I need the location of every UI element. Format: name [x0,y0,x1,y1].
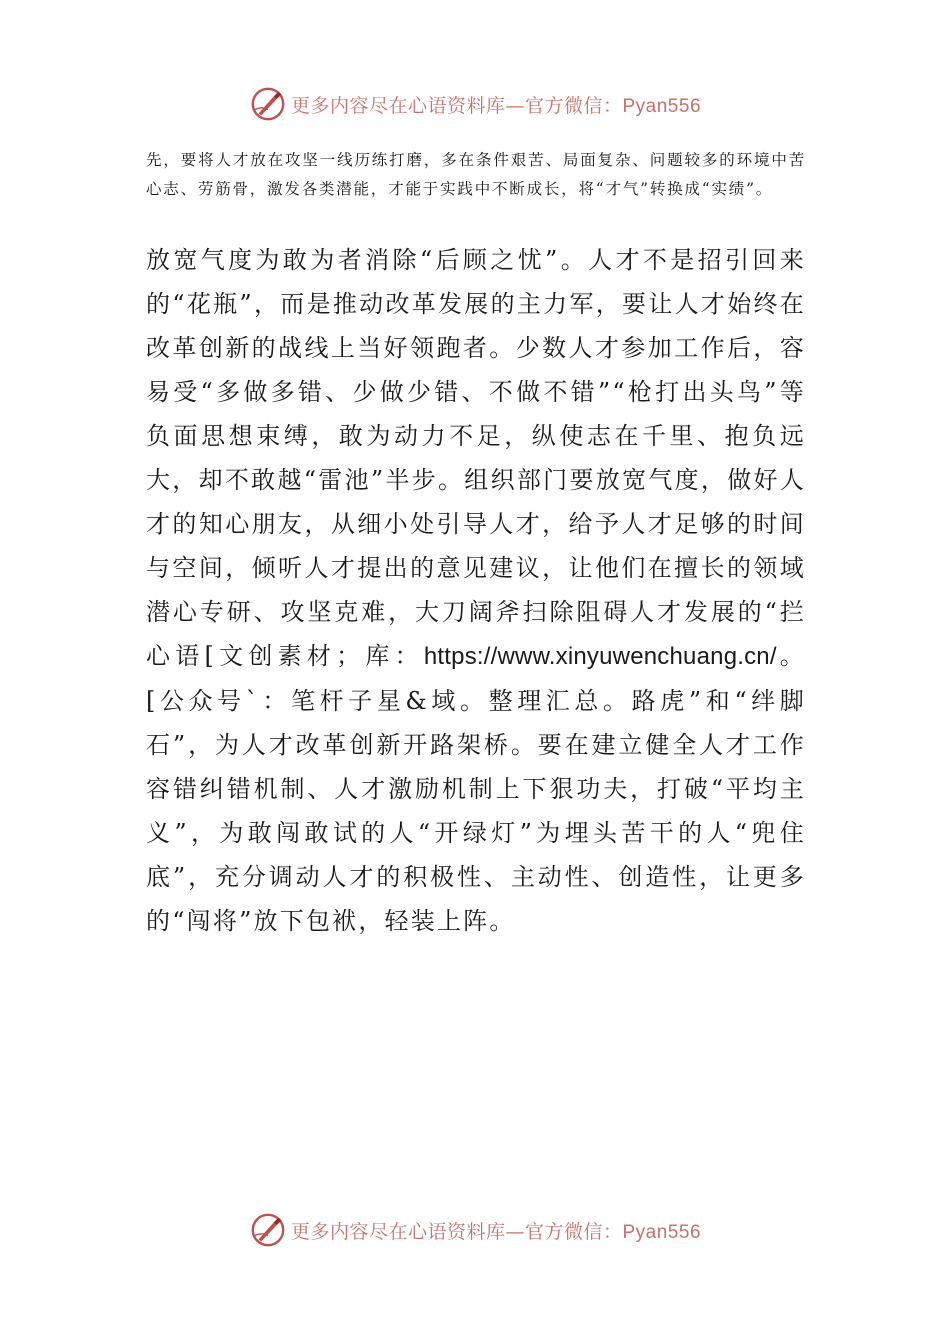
main-paragraph-part2: 。[公众号`：笔杆子星&域。整理汇总。路虎”和“绊脚石”，为人才改革创新开路架桥。要在建立健全人才工作容错纠错机制、人才激励机制上下狠功夫，打破“平均主义”，为敢闯敢试的人“开绿灯”为埋头苦干的人“兜住底”，充分调动人才的积极性、主动性、创造性，让更多的“闯将”放下包袱，轻装上阵。 [146,642,806,935]
header-banner [0,84,950,124]
footer-text [291,1217,701,1244]
footer-banner [0,1210,950,1250]
intro-paragraph: 先，要将人才放在攻坚一线历练打磨，多在条件艰苦、局面复杂、问题较多的环境中苦心志、劳筋骨，激发各类潜能，才能于实践中不断成长，将“才气”转换成“实绩”。 [146,151,806,198]
main-paragraph [146,238,806,943]
footer-label: 更多内容尽在心语资料库—官方微信： [290,1220,623,1243]
main-paragraph-part1: 放宽气度为敢为者消除“后顾之忧”。人才不是招引回来的“花瓶”，而是推动改革发展的主力军，要让人才始终在改革创新的战线上当好领跑者。少数人才参加工作后，容易受“多做多错、少做少错、不做不错”“枪打出头鸟”等负面思想束缚，敢为动力不足，纵使志在千里、抱负远大，却不敢越“雷池”半步。组织部门要放宽气度，做好人才的知心朋友，从细小处引导人才，给予人才足够的时间与空间，倾听人才提出的意见建议，让他们在擅长的领域潜心专研、攻坚克难，大刀阔斧扫除阻碍人才发展的“拦心语[文创素材；库： [146,246,806,670]
pen-logo-icon [249,1211,287,1249]
footer-wechat-handle: Pyan556 [622,1221,702,1243]
header-label: 更多内容尽在心语资料库—官方微信： [290,94,623,117]
pen-logo-icon [249,85,287,123]
source-url: https://www.xinyuwenchuang.cn/ [423,643,777,670]
header-wechat-handle: Pyan556 [622,95,702,117]
header-text [291,91,701,118]
